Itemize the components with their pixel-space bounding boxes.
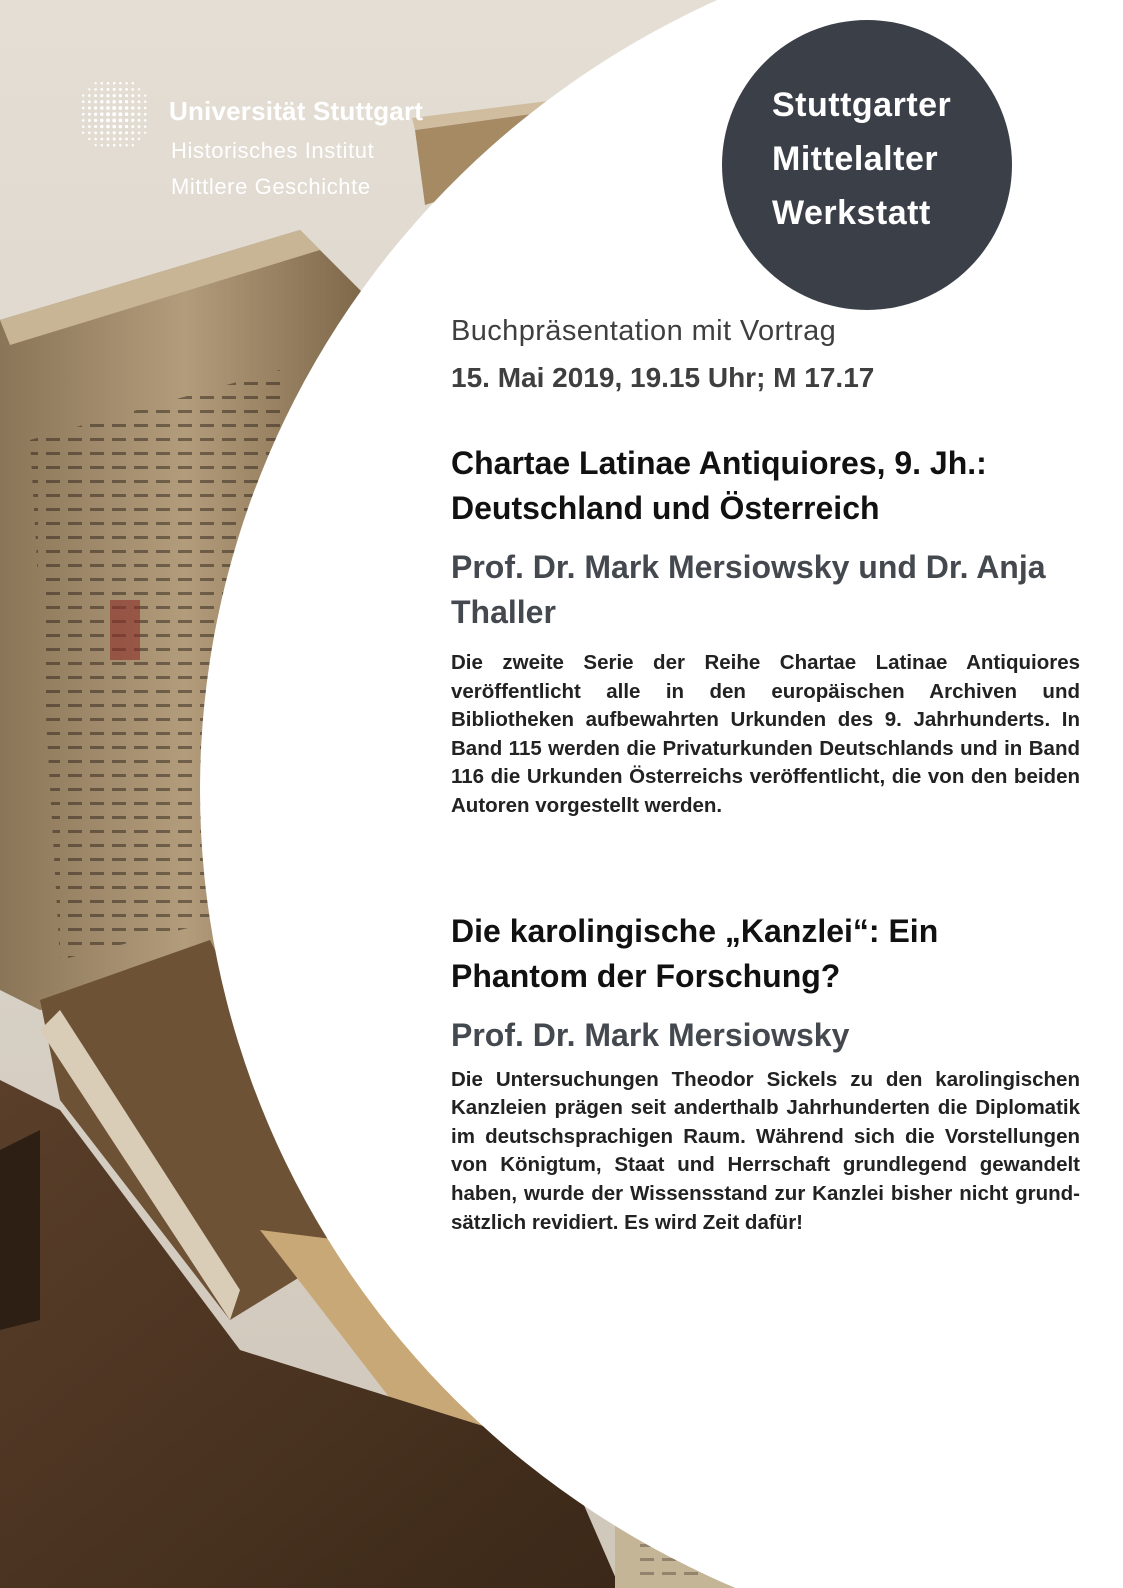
- event-date: 15. Mai 2019, 19.15 Uhr; M 17.17: [451, 362, 875, 393]
- talk-2-speakers: Prof. Dr. Mark Mersiowsky: [451, 1016, 850, 1053]
- series-badge: [722, 20, 1012, 310]
- department-name: Mittlere Geschichte: [171, 174, 371, 199]
- university-dot-logo-icon: [76, 76, 152, 152]
- talk-1-abstract: Die zweite Serie der Reihe Chartae Latinae Antiquiores veröffentlicht alle in den europäischen Archiven und Bibliotheken aufbewahrten Urkunden des 9. Jahrhunderts. In Band 115 werden die Privaturkunden Deutschlands und in Band 116 die Urkunden Österreichs veröffentlicht, die von den beiden Autoren vorgestellt werden.: [451, 651, 1080, 817]
- institute-name: Historisches Institut: [171, 138, 375, 163]
- talk-2-abstract: Die Untersuchungen Theodor Sickels zu den karolingischen Kanzleien prägen seit anderthalb Jahrhunderten die Diplomatik im deutschsprachigen Raum. Während sich die Vorstellungen von Königtum, Staat und Herrschaft grundlegend gewandelt haben, wurde der Wissensstand zur Kanzlei bisher nicht grundsätzlich revidiert. Es wird Zeit dafür!: [451, 1067, 1080, 1234]
- university-name: Universität Stuttgart: [169, 96, 424, 126]
- event-content: [451, 313, 1080, 1237]
- badge-line-3: Werkstatt: [772, 194, 931, 232]
- badge-line-1: Stuttgarter: [772, 86, 952, 124]
- badge-line-2: Mittelalter: [772, 140, 939, 178]
- talk-1-title: Chartae Latinae Antiquiores, 9. Jh.: Deutschland und Österreich: [451, 445, 987, 526]
- event-type: Buchpräsentation mit Vortrag: [451, 315, 837, 347]
- talk-2-title: Die karolingische „Kanzlei“: Ein Phantom der Forschung?: [451, 912, 939, 994]
- talk-1-speakers: Prof. Dr. Mark Mersiowsky und Dr. Anja Thaller: [451, 549, 1046, 630]
- series-badge-text: [772, 78, 951, 240]
